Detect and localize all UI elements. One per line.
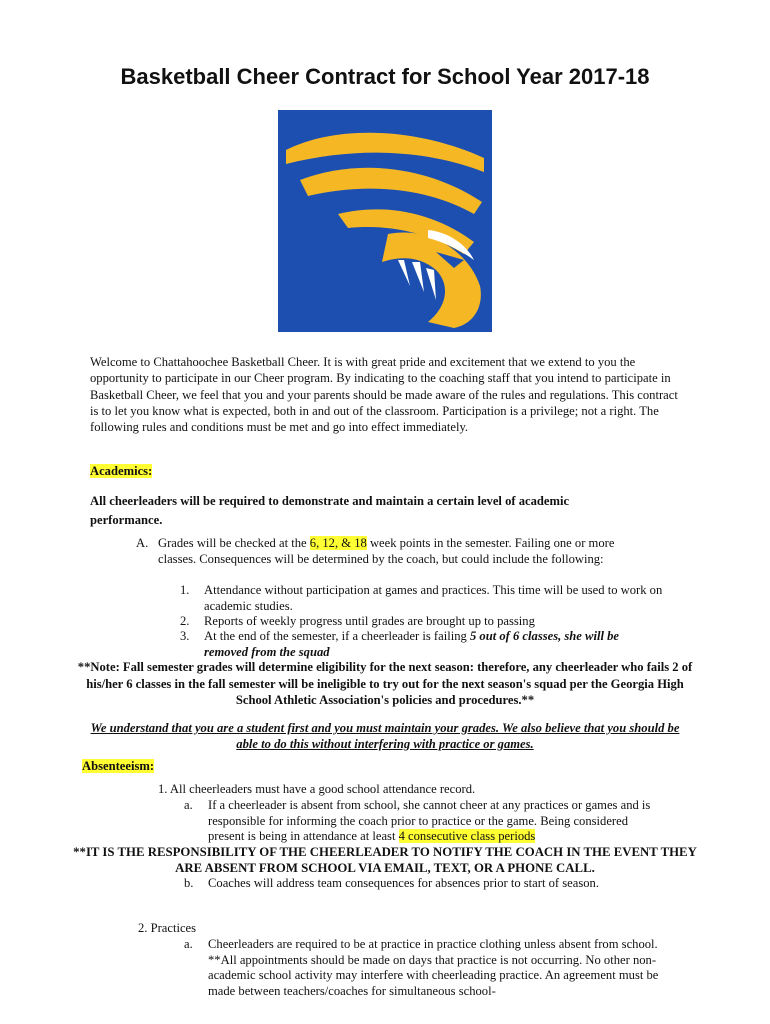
item-a-text: Grades will be checked at the 6, 12, & 18 week points in the semester. Failing one or more classes. Consequences will be determined by the coach, but could include the following:	[158, 536, 615, 566]
academics-heading: Academics:	[90, 464, 153, 478]
notify-coach-statement: **IT IS THE RESPONSIBILITY OF THE CHEERLEADER TO NOTIFY THE COACH IN THE EVENT THEY ARE ABSENT FROM SCHOOL VIA EMAIL, TEXT, OR A PHONE CALL.	[73, 845, 697, 875]
intro-paragraph: Welcome to Chattahoochee Basketball Cheer. It is with great pride and excitement that we extend to you the opportunity to participate in our Cheer program. By indicating to the coaching staff that you intend to participate in Basketball Cheer, we feel that you and your parents should be made aware of the rules and regulations. This contract is to let you know what is expected, both in and out of the classroom. Participation is a privilege; not a right. The following rules and conditions must be met and go into effect immediately.	[90, 355, 678, 435]
eligibility-note: **Note: Fall semester grades will determine eligibility for the next season: therefore, any cheerleader who fails 2 of his/her 6 classes in the fall semester will be ineligible to try out for the next season's squad per the Georgia High School Athletic Association's policies and procedures.**	[77, 660, 693, 707]
item-a-marker: A.	[136, 536, 149, 550]
absenteeism-heading: Absenteeism:	[82, 759, 155, 773]
document-page: Basketball Cheer Contract for School Year 2017-18 Welcome to Chattahoochee Basketball Cheer. It is with great pride and excitement that we extend to you the opportunity to participate in our Cheer program. By indicating to the coaching staff that you intend to participate in Basketball Cheer, we feel that you and your parents should be made aware of the rules and regulations. This contract is to let you know what is expected, both in and out of the classroom. Participation is a privilege; not a right. The following rules and conditions must be met and go into effect immediately. Academics: All cheerleaders will be required to demonstrate and maintain a certain level of academic performance. A. Grades will be checked at the 6, 12, & 18 week points in the semester. Failing one or more classes. Consequences will be determined by the coach, but could include the following: 1. Attendance without participation at games and practices. This time will be used to work on academic studies. 2. Reports of weekly progress until grades are brought up to passing 3. At the end of the semester, if a cheerleader is failing 5 out of 6 classes, she will be removed from the squad **Note: Fall semester grades will determine eligibility for the next season: therefore, any cheerleader who fails 2 of his/her 6 classes in the fall semester will be ineligible to try out for the next season's squad per the Georgia High School Athletic Association's policies and procedures.** We understand that you are a student first and you must maintain your grades. We also believe that you should be able to do this without interfering with practice or games. Absenteeism: 1. All cheerleaders must have a good school attendance record. a. If a cheerleader is absent from school, she cannot cheer at any practices or games and is responsible for informing the coach prior to practice or the game. Being considered present is being in attendance at least 4 consecutive class periods **IT IS THE RESPONSIBILITY OF THE CHEERLEADER TO NOTIFY THE COACH IN THE EVENT THEY ARE ABSENT FROM SCHOOL VIA EMAIL, TEXT, OR A PHONE CALL. b. Coaches will address team consequences for absences prior to start of season. 2. Practices a. Cheerleaders are required to be at practice in practice clothing unless absent from school. **All appointments should be made on days that practice is not occurring. No other non-academic school activity may interfere with cheerleading practice. An agreement must be made between teachers/coaches for simultaneous school-	[0, 0, 770, 1024]
practices-item: 2. Practices	[138, 921, 197, 935]
class-periods-highlight: 4 consecutive class periods	[398, 829, 536, 843]
understanding-statement: We understand that you are a student first and you must maintain your grades. We also believe that you should be able to do this without interfering with practice or games.	[90, 721, 680, 751]
page-title: Basketball Cheer Contract for School Year 2017-18	[120, 64, 650, 89]
absenteeism-item-1: 1. All cheerleaders must have a good school attendance record.	[158, 782, 476, 796]
academics-intro: All cheerleaders will be required to demonstrate and maintain a certain level of academic performance.	[90, 494, 570, 527]
removal-emphasis: 5 out of 6 classes, she will be removed from the squad	[204, 629, 619, 659]
grade-weeks-highlight: 6, 12, & 18	[309, 536, 367, 550]
mascot-logo	[278, 110, 492, 332]
